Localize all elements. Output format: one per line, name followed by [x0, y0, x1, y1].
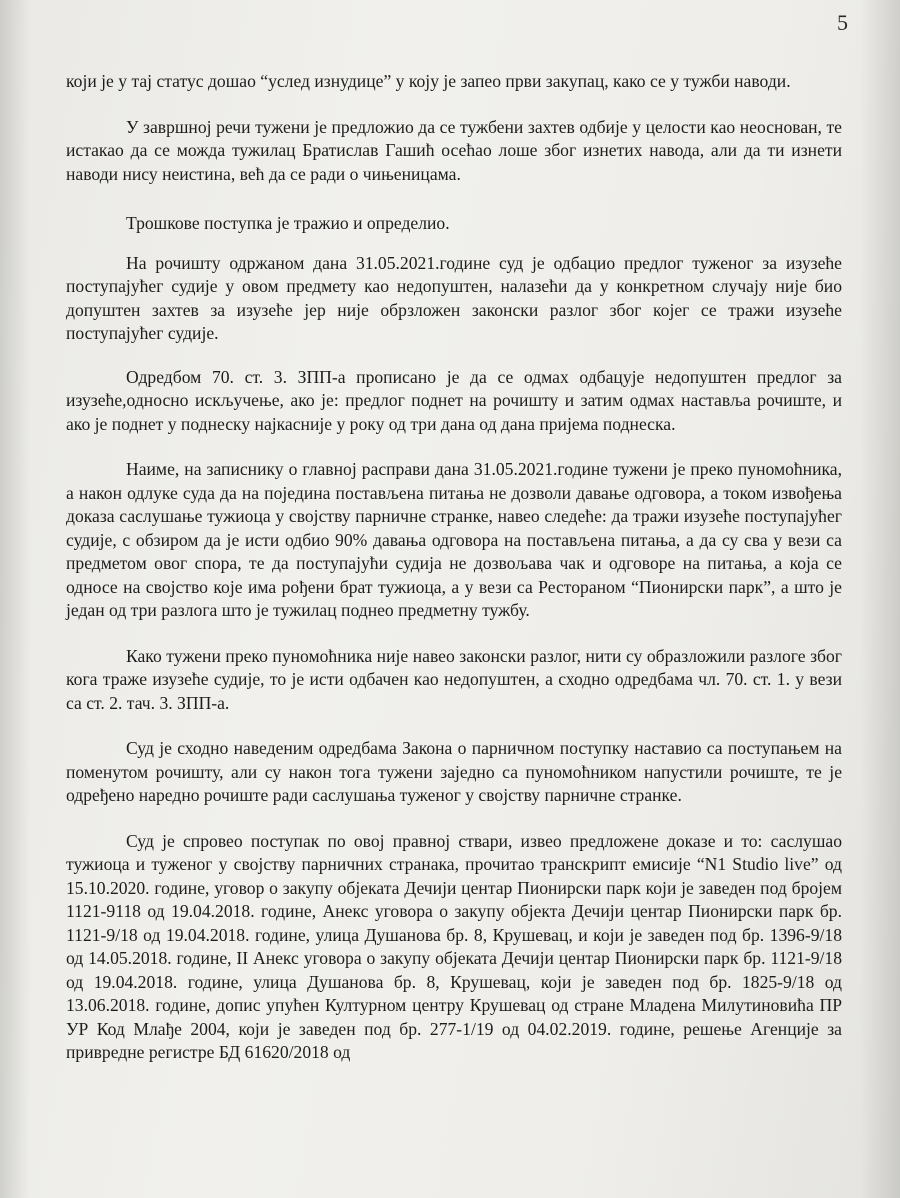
paragraph-8: Суд је сходно наведеним одредбама Закона о парничном поступку наставио са поступањем на поменутом рочишту, али су након тога тужени заједно са пуномоћником напустили рочиште, те је одређено наредно рочиште ради саслушања туженог у својству парничне странке.: [66, 738, 842, 805]
paragraph-9: Суд је спровео поступак по овој правној ствари, извео предложене доказе и то: саслушао тужиоца и туженог у својству парничних странака, прочитао транскрипт емисије “N1 Studio live” од 15.10.2020. године, уговор о закупу објеката Дечији центар Пионирски парк који је заведен под бројем 1121-9118 од 19.04.2018. године, Анекс уговора о закупу објекта Дечији центар Пионирски парк бр. 1121-9/18 од 19.04.2018. године, улица Душанова бр. 8, Крушевац, и који је заведен под бр. 1396-9/18 од 14.05.2018. године, II Анекс уговора о закупу објеката Дечији центар Пионирски парк бр. 1121-9/18 од 19.04.2018. године, улица Душанова бр. 8, Крушевац, који је заведен под бр. 1825-9/18 од 13.06.2018. године, допис упућен Културном центру Крушевац од стране Младена Милутиновића ПР УР Код Млађе 2004, који је заведен под бр. 277-1/19 од 04.02.2019. године, решење Агенције за привредне регистре БД 61620/2018 од: [66, 830, 842, 1062]
paragraph-7: Како тужени преко пуномоћника није навео законски разлог, нити су образложили разлоге због кога траже изузеће судије, то је исти одбачен као недопуштен, а сходно одредбама чл. 70. ст. 1. у вези са ст. 2. тач. 3. ЗПП-а.: [66, 645, 842, 713]
paragraph-1: који је у тај статус дошао “услед изнудице” у коју је запео први закупац, како се у тужби наводи.: [66, 71, 791, 91]
paragraph-2: У завршној речи тужени је предложио да се тужбени захтев одбије у целости као неоснован, те истакао да се можда тужилац Братислав Гашић осећао лоше због изнетих навода, али да ти изнети наводи нису неистина, већ да се ради о чињеницама.: [66, 116, 842, 184]
paragraph-3: Трошкове поступка је тражио и определио.: [126, 213, 450, 233]
paragraph-5: Одредбом 70. ст. 3. ЗПП-а прописано је да се одмах одбацује недопуштен предлог за изузеће,односно искључење, ако је: предлог поднет на рочишту и затим одмах наставља рочиште, и ако је поднет у поднеску најкасније у року од три дана од дана пријема поднеска.: [66, 366, 842, 434]
document-body: [66, 70, 842, 1065]
page-shadow-right: [860, 0, 900, 1198]
page-shadow-left: [0, 0, 30, 1198]
page-number: 5: [837, 10, 848, 35]
paragraph-4: На рочишту одржаном дана 31.05.2021.године суд је одбацио предлог туженог за изузеће поступајућег судије у овом предмету као недопуштен, налазећи да у конкретном случају није био допуштен захтев за изузеће јер није обрзложен законски разлог због којег се тражи изузеће поступајућег судије.: [66, 252, 842, 343]
paragraph-6: Наиме, на записнику о главној расправи дана 31.05.2021.године тужени је преко пуномоћника, а након одлуке суда да на поједина постављена питања не дозволи давање одговора, а током извођења доказа саслушање тужиоца у својству парничне странке, навео следеће: да тражи изузеће поступајућег судије, с обзиром да је исти одбио 90% давања одговора на постављена питања, а да су сва у вези са предметом овог спора, те да поступајући судија не дозвољава чак и одговоре на питања, а која се односе на својство које има рођени брат тужиоца, а у вези са Ресторaном “Пионирски парк”, а што је један од три разлога што је тужилац поднео предметну тужбу.: [66, 459, 842, 620]
